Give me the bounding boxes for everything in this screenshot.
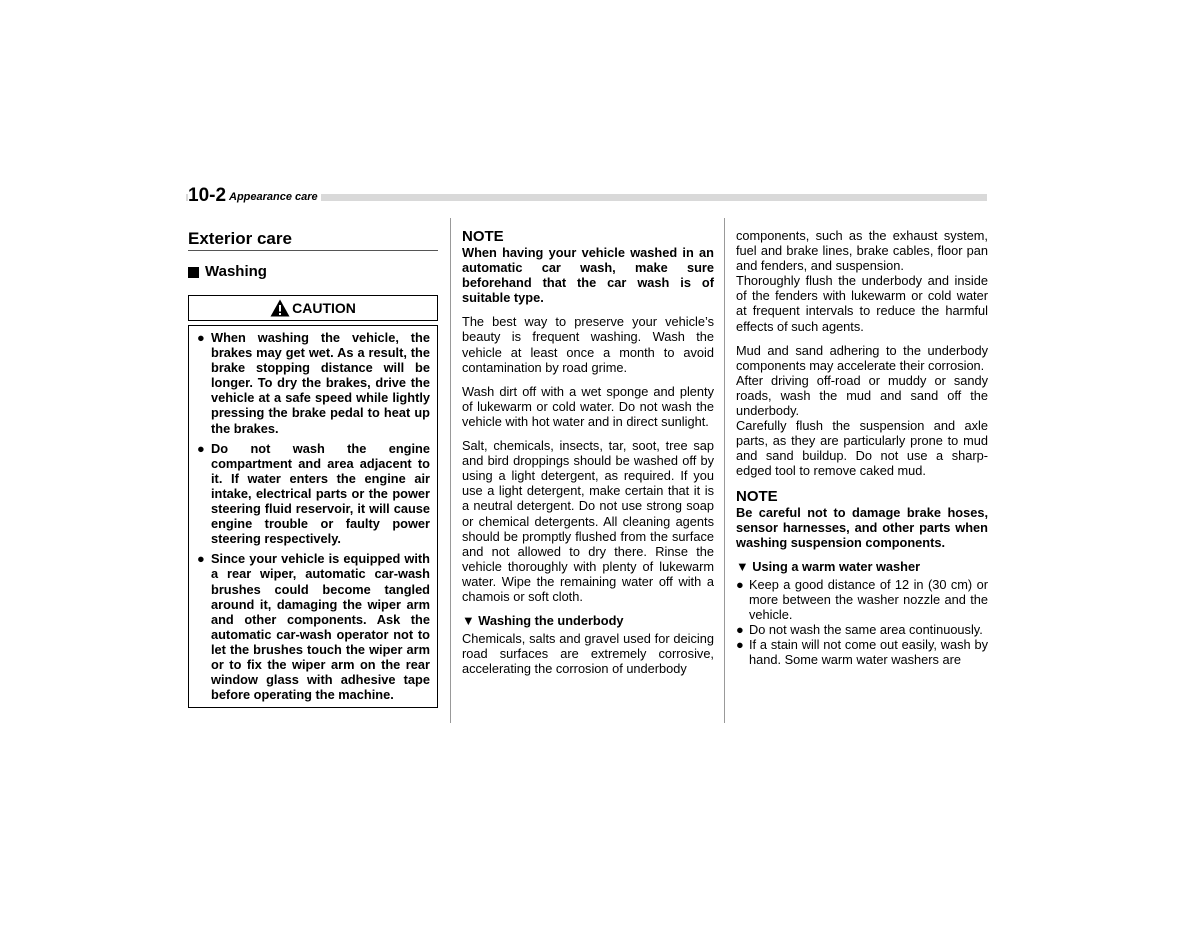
paragraph: Chemicals, salts and gravel used for deicing road surfaces are extremely corrosive, accelerating the corrosion of underbody xyxy=(462,631,714,677)
note-heading: NOTE xyxy=(736,487,778,505)
underbody-heading-label: Washing the underbody xyxy=(478,613,624,629)
caution-item xyxy=(197,551,430,702)
paragraph: components, such as the exhaust system, fuel and brake lines, brake cables, floor pan and fenders, and suspension. xyxy=(736,228,988,274)
note-text: Be careful not to damage brake hoses, sensor harnesses, and other parts when washing suspension components. xyxy=(736,504,988,550)
list-item-text: Keep a good distance of 12 in (30 cm) or more between the washer nozzle and the vehicle. xyxy=(749,576,988,623)
washer-heading-label: Using a warm water washer xyxy=(752,558,921,574)
column-left xyxy=(188,228,438,708)
bullet-icon: ● xyxy=(736,576,744,592)
paragraph: Salt, chemicals, insects, tar, soot, tree sap and bird droppings should be washed off by using a light detergent, as required. If you use a light detergent, make certain that it is a neutral detergent. Do not use strong soap or chemical detergents. All cleaning agents should be promptly flushed from the surface and not allowed to dry there. Rinse the vehicle thoroughly with plenty of lukewarm water. Wipe the remaining water off with a chamois or soft cloth. xyxy=(462,438,714,604)
warning-triangle-icon xyxy=(270,299,290,317)
paragraph: The best way to preserve your vehicle’s beauty is frequent washing. Wash the vehicle at least once a month to avoid contamination by road grime. xyxy=(462,314,714,375)
paragraph: Carefully flush the suspension and axle parts, as they are particularly prone to mud and sand buildup. Do not use a sharp-edged tool to remove caked mud. xyxy=(736,418,988,479)
column-middle xyxy=(462,228,714,676)
subsection-title xyxy=(188,263,438,281)
list-item-text: If a stain will not come out easily, wash by hand. Some warm water washers are xyxy=(749,637,988,668)
chapter-title: Appearance care xyxy=(229,191,321,204)
washer-heading xyxy=(736,559,988,574)
bullet-icon: ● xyxy=(197,551,205,567)
column-divider xyxy=(724,218,725,723)
underbody-heading xyxy=(462,613,714,628)
note-heading: NOTE xyxy=(462,228,504,245)
triangle-down-icon: ▼ xyxy=(462,613,479,629)
page-number: 10-2 xyxy=(188,185,229,207)
bullet-icon: ● xyxy=(736,622,744,638)
triangle-down-icon: ▼ xyxy=(736,558,753,574)
paragraph: Wash dirt off with a wet sponge and plenty of lukewarm or cold water. Do not wash the vehicle with hot water and in direct sunlight. xyxy=(462,383,714,429)
note-text: When having your vehicle washed in an automatic car wash, make sure beforehand that the car wash is of suitable type. xyxy=(462,245,714,306)
list-item xyxy=(736,622,988,637)
caution-header xyxy=(188,295,438,321)
square-bullet-icon xyxy=(188,267,199,278)
list-item-text: Do not wash the same area continuously. xyxy=(749,622,983,638)
list-item xyxy=(736,637,988,667)
subsection-label: Washing xyxy=(205,263,267,280)
caution-box xyxy=(188,325,438,708)
bullet-icon: ● xyxy=(197,440,205,456)
bullet-icon: ● xyxy=(197,330,205,345)
caution-item xyxy=(197,441,430,547)
caution-item xyxy=(197,330,430,436)
list-item xyxy=(736,577,988,622)
paragraph: Mud and sand adhering to the underbody components may accelerate their corrosion. xyxy=(736,342,988,373)
caution-label: CAUTION xyxy=(292,300,356,316)
caution-text: When washing the vehicle, the brakes may get wet. As a result, the brake stopping distance will be longer. To dry the brakes, drive the vehicle at a safe speed while lightly pressing the brake pedal to heat up the brakes. xyxy=(211,330,430,436)
paragraph: After driving off-road or muddy or sandy roads, wash the mud and sand off the underbody. xyxy=(736,372,988,419)
caution-text: Since your vehicle is equipped with a rear wiper, automatic car-wash brushes could become tangled around it, damaging the wiper arm and other components. Ask the automatic car-wash operator not to let the brushes touch the wiper arm or to fix the wiper arm on the rear window glass with adhesive tape before operating the machine. xyxy=(211,551,430,703)
paragraph: Thoroughly flush the underbody and inside of the fenders with lukewarm or cold water at frequent intervals to reduce the harmful effects of such agents. xyxy=(736,273,988,334)
caution-text: Do not wash the engine compartment and area adjacent to it. If water enters the engine air intake, electrical parts or the power steering fluid reservoir, it will cause engine trouble or faulty power steering respectively. xyxy=(211,440,430,547)
column-divider xyxy=(450,218,451,723)
section-title: Exterior care xyxy=(188,228,438,251)
column-right xyxy=(736,228,988,667)
bullet-icon: ● xyxy=(736,637,744,653)
